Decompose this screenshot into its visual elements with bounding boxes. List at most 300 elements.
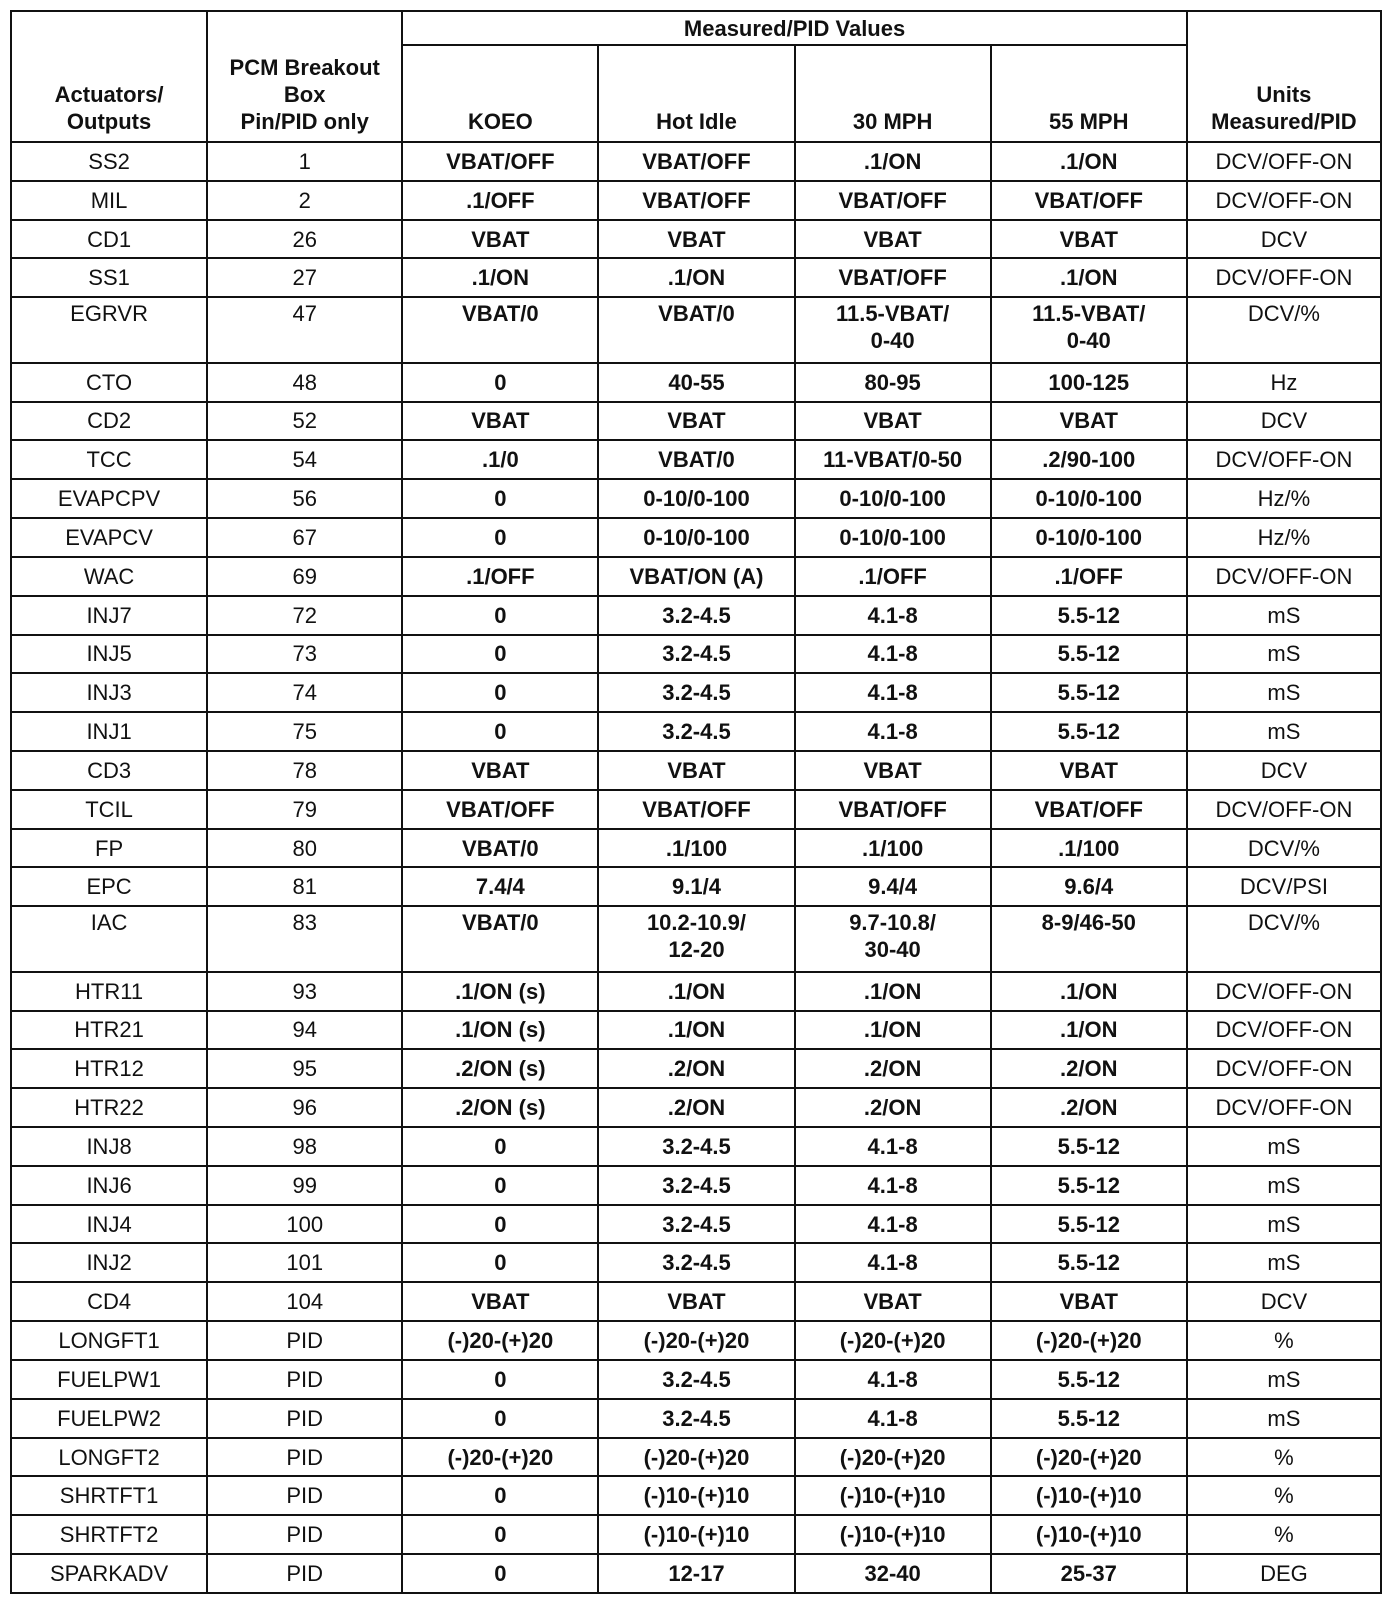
cell-text: mS [1267,680,1301,706]
cell-text: mS [1267,1133,1301,1159]
cell-55mph [991,867,1187,906]
cell-text: FUELPW2 [57,1405,162,1431]
cell-text: .1/ON [1060,978,1118,1004]
cell-text: VBAT [1059,1289,1118,1315]
cell-55mph [991,297,1187,362]
cell-hot-idle [598,479,794,518]
cell-text: 78 [292,757,317,783]
cell-koeo [402,142,598,181]
cell-units [1187,518,1381,557]
cell-text: HTR22 [74,1095,144,1121]
cell-text: mS [1267,1366,1301,1392]
cell-text: VBAT [667,1289,726,1315]
cell-55mph [991,1321,1187,1360]
cell-text: (-)20-(+)20 [839,1328,946,1354]
cell-text: 27 [292,265,317,291]
cell-text: .1/ON [863,978,922,1004]
cell-actuator [11,1476,207,1515]
cell-koeo [402,712,598,751]
cell-units [1187,1321,1381,1360]
table-row [11,829,1381,868]
cell-text: 3.2-4.5 [662,1366,731,1392]
cell-text: DCV/OFF-ON [1215,148,1353,174]
cell-text: TCIL [85,796,133,822]
cell-units [1187,1476,1381,1515]
cell-koeo [402,181,598,220]
cell-hot-idle [598,142,794,181]
table-row [11,1088,1381,1127]
cell-text: % [1274,1444,1294,1470]
cell-30mph [795,402,991,441]
cell-text: Hz [1270,369,1298,395]
cell-text: VBAT/OFF [642,187,751,213]
cell-koeo [402,1282,598,1321]
cell-text: 0-10/0-100 [839,486,946,512]
cell-units [1187,181,1381,220]
table-row [11,1049,1381,1088]
cell-actuator [11,297,207,362]
header-55mph: 55 MPH [991,45,1187,142]
cell-text: 94 [292,1017,317,1043]
table-row [11,557,1381,596]
cell-55mph [991,258,1187,297]
cell-actuator [11,258,207,297]
cell-text: % [1274,1483,1294,1509]
cell-text: 0 [494,1483,507,1509]
cell-text: 5.5-12 [1057,602,1120,628]
cell-text: LONGFT2 [58,1444,160,1470]
cell-text: INJ7 [86,602,132,628]
cell-30mph [795,1321,991,1360]
cell-text: LONGFT1 [58,1328,160,1354]
cell-units [1187,1515,1381,1554]
header-actuators: Actuators/ Outputs [11,11,207,142]
cell-koeo [402,1554,598,1593]
cell-hot-idle [598,1476,794,1515]
cell-actuator [11,142,207,181]
cell-text: PID [286,1444,324,1470]
cell-hot-idle [598,829,794,868]
cell-text: 0-10/0-100 [1035,486,1142,512]
cell-text: 80-95 [864,369,921,395]
cell-hot-idle [598,363,794,402]
table-row [11,1360,1381,1399]
cell-hot-idle [598,712,794,751]
cell-55mph [991,635,1187,674]
cell-text: VBAT [863,1289,922,1315]
cell-text: 0 [494,680,507,706]
cell-text: VBAT [471,757,530,783]
cell-text: 26 [292,226,317,252]
cell-text: CD4 [87,1289,132,1315]
cell-text: SS2 [88,148,130,174]
table-row [11,297,1381,362]
cell-text: VBAT [471,226,530,252]
cell-text: SHRTFT1 [59,1483,159,1509]
cell-text: VBAT/0 [658,447,735,473]
cell-actuator [11,1205,207,1244]
cell-pin [207,712,402,751]
cell-units [1187,829,1381,868]
cell-55mph [991,142,1187,181]
cell-text: DCV/OFF-ON [1215,563,1353,589]
cell-text: 0 [494,1133,507,1159]
cell-30mph [795,1088,991,1127]
cell-text: 8-9/46-50 [1041,910,1136,936]
cell-text: .2/ON [863,1095,922,1121]
cell-55mph [991,1088,1187,1127]
cell-text: VBAT [667,757,726,783]
cell-55mph [991,1554,1187,1593]
cell-30mph [795,297,991,362]
cell-text: PID [286,1483,324,1509]
cell-text: HTR12 [74,1056,144,1082]
cell-actuator [11,673,207,712]
cell-text: 104 [286,1289,324,1315]
cell-hot-idle [598,790,794,829]
cell-text: 9.1/4 [672,874,721,900]
table-row [11,596,1381,635]
cell-koeo [402,1476,598,1515]
cell-text: INJ1 [86,719,132,745]
cell-koeo [402,1438,598,1477]
cell-text: (-)10-(+)10 [643,1522,750,1548]
cell-text: DCV/PSI [1239,874,1328,900]
cell-55mph [991,1360,1187,1399]
cell-55mph [991,1399,1187,1438]
cell-text: DCV/OFF-ON [1215,1056,1353,1082]
cell-actuator [11,1243,207,1282]
cell-koeo [402,751,598,790]
cell-30mph [795,1282,991,1321]
cell-text: EGRVR [70,301,148,327]
cell-55mph [991,906,1187,971]
cell-hot-idle [598,1438,794,1477]
table-row [11,440,1381,479]
cell-text: WAC [83,563,135,589]
cell-hot-idle [598,1205,794,1244]
cell-koeo [402,972,598,1011]
cell-hot-idle [598,557,794,596]
cell-text: 5.5-12 [1057,680,1120,706]
cell-text: VBAT/OFF [642,148,751,174]
cell-text: 5.5-12 [1057,1172,1120,1198]
cell-text: CD1 [87,226,132,252]
cell-text: VBAT/0 [462,835,539,861]
cell-units [1187,635,1381,674]
cell-koeo [402,829,598,868]
cell-koeo [402,440,598,479]
cell-koeo [402,1515,598,1554]
cell-text: 4.1-8 [867,1405,918,1431]
cell-text: 95 [292,1056,317,1082]
cell-30mph [795,1515,991,1554]
cell-text: VBAT [471,1289,530,1315]
cell-text: .1/OFF [466,563,535,589]
cell-text: 3.2-4.5 [662,680,731,706]
table-row [11,1282,1381,1321]
cell-text: mS [1267,1250,1301,1276]
cell-actuator [11,1399,207,1438]
cell-text: FUELPW1 [57,1366,162,1392]
cell-55mph [991,1282,1187,1321]
cell-text: (-)20-(+)20 [643,1328,750,1354]
cell-30mph [795,363,991,402]
cell-text: .1/ON [667,978,726,1004]
cell-text: DCV [1260,408,1308,434]
cell-pin [207,181,402,220]
cell-pin [207,1088,402,1127]
cell-55mph [991,1515,1187,1554]
cell-actuator [11,1515,207,1554]
cell-text: 0-10/0-100 [643,524,750,550]
cell-text: 11-VBAT/0-50 [823,447,963,473]
cell-units [1187,1554,1381,1593]
cell-text: .1/OFF [858,563,927,589]
cell-actuator [11,596,207,635]
cell-text: (-)20-(+)20 [447,1444,554,1470]
cell-text: INJ3 [86,680,132,706]
cell-text: SHRTFT2 [59,1522,159,1548]
cell-hot-idle [598,635,794,674]
cell-text: .1/ON [863,148,922,174]
cell-pin [207,1282,402,1321]
cell-text: .1/ON [1060,265,1118,291]
cell-text: 5.5-12 [1057,1211,1120,1237]
table-row [11,402,1381,441]
cell-text: PID [286,1561,324,1587]
cell-hot-idle [598,906,794,971]
cell-30mph [795,867,991,906]
cell-pin [207,557,402,596]
cell-30mph [795,479,991,518]
table-row [11,867,1381,906]
cell-text: .1/0 [481,447,519,473]
table-header [11,11,1381,142]
cell-text: (-)10-(+)10 [839,1483,946,1509]
cell-text: 0 [494,1522,507,1548]
cell-text: VBAT/OFF [838,796,947,822]
table-row [11,1166,1381,1205]
cell-units [1187,1088,1381,1127]
cell-text: mS [1267,641,1301,667]
cell-text: 25-37 [1060,1561,1117,1587]
cell-text: 83 [292,910,317,936]
cell-actuator [11,906,207,971]
cell-koeo [402,1166,598,1205]
cell-text: 0 [494,602,507,628]
cell-text: VBAT [1059,757,1118,783]
cell-units [1187,402,1381,441]
cell-text: 72 [292,602,317,628]
cell-koeo [402,1399,598,1438]
cell-text: PID [286,1366,324,1392]
cell-30mph [795,1166,991,1205]
header-pin: PCM Breakout Box Pin/PID only [207,11,402,142]
cell-text: 79 [292,796,317,822]
cell-pin [207,790,402,829]
cell-koeo [402,1049,598,1088]
table-row [11,1321,1381,1360]
cell-text: 9.4/4 [868,874,918,900]
cell-55mph [991,518,1187,557]
cell-text: 48 [292,369,317,395]
cell-hot-idle [598,440,794,479]
cell-text: (-)10-(+)10 [1035,1522,1142,1548]
cell-text: (-)10-(+)10 [839,1522,946,1548]
cell-text: 12-17 [668,1561,725,1587]
cell-55mph [991,479,1187,518]
cell-30mph [795,906,991,971]
cell-actuator [11,790,207,829]
cell-text: CTO [86,369,133,395]
cell-text: DCV/% [1247,301,1320,327]
cell-text: HTR21 [74,1017,144,1043]
cell-pin [207,906,402,971]
cell-actuator [11,1554,207,1593]
table-row [11,220,1381,259]
cell-text: 3.2-4.5 [662,641,731,667]
cell-30mph [795,1011,991,1050]
cell-pin [207,751,402,790]
cell-koeo [402,1127,598,1166]
cell-actuator [11,440,207,479]
cell-koeo [402,258,598,297]
cell-koeo [402,673,598,712]
cell-text: 3.2-4.5 [662,719,731,745]
cell-pin [207,1399,402,1438]
cell-text: SPARKADV [49,1561,169,1587]
cell-30mph [795,712,991,751]
cell-pin [207,1049,402,1088]
cell-pin [207,635,402,674]
cell-text: DCV [1260,757,1308,783]
cell-text: .1/ON [471,265,530,291]
cell-text: 3.2-4.5 [662,1405,731,1431]
cell-koeo [402,790,598,829]
cell-55mph [991,596,1187,635]
cell-pin [207,440,402,479]
cell-hot-idle [598,1399,794,1438]
cell-55mph [991,751,1187,790]
cell-55mph [991,1049,1187,1088]
cell-text: IAC [90,910,128,936]
cell-text: 47 [292,301,317,327]
header-units: Units Measured/PID [1187,11,1381,142]
cell-text: 54 [292,447,317,473]
cell-hot-idle [598,751,794,790]
cell-hot-idle [598,1166,794,1205]
cell-text: DCV/OFF-ON [1215,265,1353,291]
cell-text: 1 [298,148,311,174]
cell-units [1187,1166,1381,1205]
cell-actuator [11,402,207,441]
cell-text: 2 [298,187,311,213]
cell-text: VBAT [863,226,922,252]
cell-text: SS1 [88,265,130,291]
cell-text: 4.1-8 [867,1366,918,1392]
table-row [11,1243,1381,1282]
cell-text: 81 [292,874,317,900]
cell-text: DCV/OFF-ON [1215,978,1353,1004]
cell-text: 0 [494,1405,507,1431]
cell-hot-idle [598,518,794,557]
cell-text: 0 [494,524,507,550]
cell-text: 3.2-4.5 [662,1172,731,1198]
table-row [11,790,1381,829]
cell-text: TCC [86,447,132,473]
table-row [11,1011,1381,1050]
cell-actuator [11,867,207,906]
cell-text: DCV [1260,226,1308,252]
cell-units [1187,972,1381,1011]
cell-text: % [1274,1522,1294,1548]
cell-text: 100-125 [1048,369,1130,395]
cell-hot-idle [598,181,794,220]
cell-koeo [402,518,598,557]
cell-text: .2/ON [667,1095,726,1121]
table-row [11,181,1381,220]
cell-hot-idle [598,596,794,635]
cell-hot-idle [598,1088,794,1127]
cell-text: CD3 [87,757,132,783]
cell-units [1187,790,1381,829]
cell-text: HTR11 [75,978,144,1004]
cell-text: % [1274,1328,1294,1354]
cell-units [1187,906,1381,971]
cell-hot-idle [598,972,794,1011]
table-row [11,1399,1381,1438]
cell-text: EVAPCPV [57,486,161,512]
cell-text: EVAPCV [65,524,153,550]
cell-30mph [795,1399,991,1438]
cell-text: 100 [286,1211,324,1237]
cell-actuator [11,518,207,557]
cell-text: VBAT/OFF [1034,187,1143,213]
cell-text: .2/ON [1060,1095,1118,1121]
cell-text: mS [1267,602,1301,628]
cell-hot-idle [598,297,794,362]
cell-text: .2/ON [667,1056,726,1082]
cell-text: 4.1-8 [867,1250,918,1276]
cell-text: VBAT [667,408,726,434]
cell-text: mS [1267,1405,1301,1431]
cell-text: 73 [292,641,317,667]
cell-pin [207,363,402,402]
cell-koeo [402,1205,598,1244]
cell-text: mS [1267,1211,1301,1237]
cell-text: DCV/% [1247,910,1320,936]
cell-koeo [402,363,598,402]
cell-actuator [11,829,207,868]
cell-text: INJ2 [86,1250,132,1276]
cell-text: 11.5-VBAT/ 0-40 [835,301,950,354]
cell-text: 4.1-8 [867,1133,918,1159]
cell-units [1187,596,1381,635]
cell-text: 96 [292,1095,317,1121]
cell-text: Hz/% [1257,524,1311,550]
cell-text: VBAT/OFF [446,148,555,174]
cell-units [1187,142,1381,181]
cell-text: 5.5-12 [1057,1133,1120,1159]
cell-text: 0 [494,1250,507,1276]
cell-text: INJ5 [86,641,132,667]
table-row [11,1554,1381,1593]
cell-text: 67 [292,524,317,550]
cell-actuator [11,557,207,596]
cell-text: .1/100 [665,835,728,861]
cell-pin [207,1166,402,1205]
